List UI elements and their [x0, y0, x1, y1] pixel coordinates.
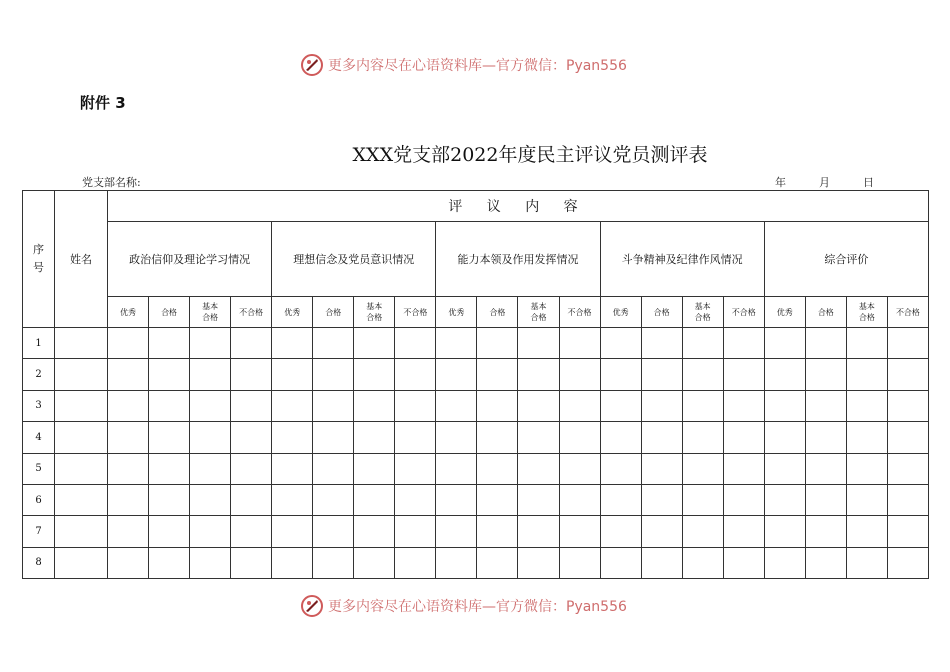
grade-cell[interactable] [641, 359, 682, 390]
grade-cell[interactable] [805, 359, 846, 390]
grade-cell[interactable] [805, 328, 846, 359]
grade-header: 基本合格 [682, 297, 723, 328]
grade-cell[interactable] [231, 359, 272, 390]
grade-cell[interactable] [354, 453, 395, 484]
name-cell[interactable] [55, 453, 108, 484]
grade-cell[interactable] [764, 516, 805, 547]
annex-label: 附件 3 [80, 94, 126, 112]
grade-cell[interactable] [559, 328, 600, 359]
date-month: 月 [819, 176, 830, 189]
grade-cell[interactable] [436, 453, 477, 484]
grade-cell[interactable] [231, 516, 272, 547]
grade-cell[interactable] [682, 359, 723, 390]
row-number: 7 [23, 516, 55, 547]
grade-header: 不合格 [395, 297, 436, 328]
grade-cell[interactable] [518, 453, 559, 484]
date-year: 年 [775, 176, 786, 189]
grade-cell[interactable] [559, 453, 600, 484]
table-row [23, 422, 929, 453]
grade-header: 合格 [477, 297, 518, 328]
table-row [23, 390, 929, 421]
grade-cell[interactable] [149, 453, 190, 484]
grade-cell[interactable] [518, 547, 559, 578]
row-number: 5 [23, 453, 55, 484]
quill-seal-icon [300, 53, 324, 77]
name-cell[interactable] [55, 547, 108, 578]
row-number: 3 [23, 390, 55, 421]
grade-cell[interactable] [477, 359, 518, 390]
grade-header: 优秀 [600, 297, 641, 328]
grade-cell[interactable] [395, 453, 436, 484]
grade-cell[interactable] [395, 547, 436, 578]
grade-cell[interactable] [805, 484, 846, 515]
category-header: 斗争精神及纪律作风情况 [600, 222, 764, 297]
row-number: 1 [23, 328, 55, 359]
grade-cell[interactable] [354, 547, 395, 578]
grade-cell[interactable] [682, 390, 723, 421]
grade-cell[interactable] [231, 328, 272, 359]
grade-cell[interactable] [887, 328, 928, 359]
grade-cell[interactable] [518, 328, 559, 359]
grade-cell[interactable] [600, 547, 641, 578]
grade-header: 基本合格 [354, 297, 395, 328]
grade-cell[interactable] [682, 547, 723, 578]
seq-header [23, 191, 55, 328]
name-cell[interactable] [55, 359, 108, 390]
grade-cell[interactable] [805, 422, 846, 453]
grade-cell[interactable] [559, 390, 600, 421]
grade-cell[interactable] [764, 359, 805, 390]
grade-header: 优秀 [272, 297, 313, 328]
table-row [23, 453, 929, 484]
grade-header: 合格 [805, 297, 846, 328]
grade-cell[interactable] [149, 328, 190, 359]
grade-cell[interactable] [231, 390, 272, 421]
grade-cell[interactable] [682, 422, 723, 453]
grade-cell[interactable] [190, 359, 231, 390]
grade-cell[interactable] [190, 453, 231, 484]
category-header: 政治信仰及理论学习情况 [108, 222, 272, 297]
grade-cell[interactable] [354, 484, 395, 515]
grade-cell[interactable] [436, 484, 477, 515]
grade-cell[interactable] [108, 359, 149, 390]
name-cell[interactable] [55, 516, 108, 547]
grade-cell[interactable] [559, 516, 600, 547]
table-row [23, 484, 929, 515]
grade-cell[interactable] [272, 547, 313, 578]
page-title: XXX党支部2022年度民主评议党员测评表 [352, 144, 708, 166]
grade-cell[interactable] [108, 390, 149, 421]
watermark-top [300, 51, 627, 79]
grade-cell[interactable] [600, 390, 641, 421]
grade-cell[interactable] [149, 422, 190, 453]
grade-cell[interactable] [846, 484, 887, 515]
category-header: 理想信念及党员意识情况 [272, 222, 436, 297]
grade-cell[interactable] [887, 516, 928, 547]
grade-cell[interactable] [231, 453, 272, 484]
grade-cell[interactable] [477, 547, 518, 578]
grade-cell[interactable] [272, 453, 313, 484]
grade-cell[interactable] [272, 422, 313, 453]
grade-cell[interactable] [190, 516, 231, 547]
grade-cell[interactable] [559, 484, 600, 515]
row-number: 2 [23, 359, 55, 390]
grade-cell[interactable] [477, 390, 518, 421]
grade-cell[interactable] [518, 422, 559, 453]
grade-cell[interactable] [846, 390, 887, 421]
grade-cell[interactable] [764, 422, 805, 453]
quill-seal-icon [300, 594, 324, 618]
grade-cell[interactable] [231, 484, 272, 515]
grade-cell[interactable] [641, 516, 682, 547]
name-header: 姓名 [55, 191, 108, 328]
grade-cell[interactable] [313, 547, 354, 578]
grade-cell[interactable] [108, 547, 149, 578]
name-cell[interactable] [55, 422, 108, 453]
grade-cell[interactable] [846, 359, 887, 390]
grade-header: 基本合格 [846, 297, 887, 328]
grade-cell[interactable] [805, 547, 846, 578]
row-number: 4 [23, 422, 55, 453]
grade-cell[interactable] [395, 422, 436, 453]
row-number: 8 [23, 547, 55, 578]
grade-cell[interactable] [559, 359, 600, 390]
grade-cell[interactable] [600, 516, 641, 547]
grade-cell[interactable] [887, 453, 928, 484]
grade-cell[interactable] [887, 359, 928, 390]
grade-cell[interactable] [313, 390, 354, 421]
category-header: 能力本领及作用发挥情况 [436, 222, 600, 297]
grade-cell[interactable] [354, 422, 395, 453]
grade-cell[interactable] [395, 328, 436, 359]
grade-header: 合格 [149, 297, 190, 328]
table-row [23, 328, 929, 359]
grade-cell[interactable] [805, 516, 846, 547]
grade-cell[interactable] [518, 516, 559, 547]
table-row [23, 359, 929, 390]
grade-cell[interactable] [313, 516, 354, 547]
grade-cell[interactable] [354, 328, 395, 359]
grade-cell[interactable] [313, 359, 354, 390]
grade-cell[interactable] [149, 359, 190, 390]
grade-cell[interactable] [887, 484, 928, 515]
grade-cell[interactable] [600, 422, 641, 453]
grade-cell[interactable] [395, 516, 436, 547]
grade-cell[interactable] [436, 390, 477, 421]
grade-cell[interactable] [190, 422, 231, 453]
grade-cell[interactable] [887, 547, 928, 578]
grade-cell[interactable] [518, 390, 559, 421]
date-line [775, 174, 874, 190]
grade-header: 不合格 [559, 297, 600, 328]
grade-cell[interactable] [477, 328, 518, 359]
grade-cell[interactable] [764, 328, 805, 359]
grade-cell[interactable] [436, 516, 477, 547]
grade-header: 基本合格 [518, 297, 559, 328]
grade-cell[interactable] [231, 422, 272, 453]
grade-cell[interactable] [887, 390, 928, 421]
grade-cell[interactable] [354, 359, 395, 390]
grade-cell[interactable] [272, 359, 313, 390]
evaluation-table [22, 190, 929, 579]
grade-cell[interactable] [600, 453, 641, 484]
grade-cell[interactable] [682, 484, 723, 515]
grade-cell[interactable] [805, 390, 846, 421]
grade-cell[interactable] [764, 453, 805, 484]
grade-cell[interactable] [518, 359, 559, 390]
grade-cell[interactable] [108, 422, 149, 453]
table-row [23, 516, 929, 547]
grade-cell[interactable] [436, 359, 477, 390]
grade-header: 合格 [641, 297, 682, 328]
name-cell[interactable] [55, 328, 108, 359]
grade-cell[interactable] [149, 390, 190, 421]
grade-header: 优秀 [764, 297, 805, 328]
grade-cell[interactable] [313, 422, 354, 453]
grade-header: 基本合格 [190, 297, 231, 328]
grade-cell[interactable] [436, 422, 477, 453]
grade-cell[interactable] [641, 390, 682, 421]
grade-cell[interactable] [764, 390, 805, 421]
grade-cell[interactable] [682, 516, 723, 547]
grade-cell[interactable] [723, 422, 764, 453]
grade-cell[interactable] [395, 390, 436, 421]
grade-cell[interactable] [190, 547, 231, 578]
seq-header-text: 序号 [33, 243, 44, 274]
grade-cell[interactable] [723, 516, 764, 547]
grade-cell[interactable] [477, 422, 518, 453]
grade-cell[interactable] [108, 328, 149, 359]
grade-cell[interactable] [723, 484, 764, 515]
grade-cell[interactable] [723, 390, 764, 421]
grade-header: 不合格 [887, 297, 928, 328]
grade-cell[interactable] [805, 453, 846, 484]
grade-cell[interactable] [559, 547, 600, 578]
grade-cell[interactable] [149, 516, 190, 547]
grade-cell[interactable] [395, 484, 436, 515]
grade-cell[interactable] [846, 328, 887, 359]
name-cell[interactable] [55, 390, 108, 421]
grade-cell[interactable] [477, 453, 518, 484]
grade-header: 不合格 [723, 297, 764, 328]
grade-cell[interactable] [723, 453, 764, 484]
grade-cell[interactable] [641, 484, 682, 515]
grade-cell[interactable] [723, 547, 764, 578]
grade-header: 不合格 [231, 297, 272, 328]
grade-cell[interactable] [559, 422, 600, 453]
grade-cell[interactable] [108, 484, 149, 515]
grade-cell[interactable] [641, 328, 682, 359]
grade-cell[interactable] [436, 547, 477, 578]
watermark-text: 更多内容尽在心语资料库—官方微信：Pyan556 [328, 599, 627, 615]
category-header: 综合评价 [764, 222, 928, 297]
grade-cell[interactable] [723, 359, 764, 390]
watermark-text: 更多内容尽在心语资料库—官方微信：Pyan556 [328, 58, 627, 74]
grade-cell[interactable] [108, 453, 149, 484]
table-row [23, 547, 929, 578]
grade-cell[interactable] [354, 516, 395, 547]
grade-cell[interactable] [149, 547, 190, 578]
date-day: 日 [863, 176, 874, 189]
grade-cell[interactable] [313, 484, 354, 515]
grade-cell[interactable] [846, 516, 887, 547]
grade-cell[interactable] [846, 453, 887, 484]
grade-cell[interactable] [272, 516, 313, 547]
grade-cell[interactable] [600, 328, 641, 359]
grade-cell[interactable] [108, 516, 149, 547]
grade-cell[interactable] [600, 484, 641, 515]
grade-cell[interactable] [682, 328, 723, 359]
branch-name-label: 党支部名称: [82, 176, 141, 189]
grade-cell[interactable] [313, 453, 354, 484]
grade-cell[interactable] [477, 484, 518, 515]
grade-cell[interactable] [436, 328, 477, 359]
row-number: 6 [23, 484, 55, 515]
grade-cell[interactable] [518, 484, 559, 515]
grade-cell[interactable] [190, 484, 231, 515]
grade-header: 优秀 [108, 297, 149, 328]
grade-cell[interactable] [641, 453, 682, 484]
grade-cell[interactable] [190, 390, 231, 421]
grade-cell[interactable] [231, 547, 272, 578]
grade-cell[interactable] [846, 547, 887, 578]
grade-cell[interactable] [723, 328, 764, 359]
grade-cell[interactable] [600, 359, 641, 390]
grade-cell[interactable] [641, 422, 682, 453]
grade-cell[interactable] [846, 422, 887, 453]
grade-cell[interactable] [395, 359, 436, 390]
grade-cell[interactable] [313, 328, 354, 359]
grade-cell[interactable] [764, 484, 805, 515]
grade-cell[interactable] [764, 547, 805, 578]
grade-cell[interactable] [682, 453, 723, 484]
grade-cell[interactable] [354, 390, 395, 421]
watermark-bottom [300, 592, 627, 620]
grade-cell[interactable] [887, 422, 928, 453]
grade-cell[interactable] [272, 484, 313, 515]
grade-header: 优秀 [436, 297, 477, 328]
name-cell[interactable] [55, 484, 108, 515]
grade-header: 合格 [313, 297, 354, 328]
grade-cell[interactable] [272, 390, 313, 421]
grade-cell[interactable] [190, 328, 231, 359]
grade-cell[interactable] [477, 516, 518, 547]
grade-cell[interactable] [272, 328, 313, 359]
grade-cell[interactable] [641, 547, 682, 578]
grade-cell[interactable] [149, 484, 190, 515]
review-content-header: 评 议 内 容 [108, 191, 929, 222]
